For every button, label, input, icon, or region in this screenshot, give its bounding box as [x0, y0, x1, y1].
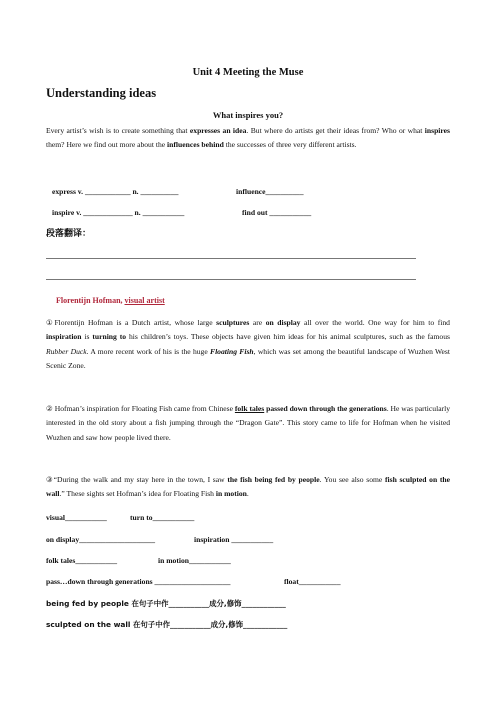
p1-keyword: on display — [265, 318, 301, 327]
vocab-pass-down: pass…down through generations ____________________ — [46, 577, 231, 586]
p1-keyword: sculptures — [216, 318, 250, 327]
p1-text: , which was set among the beautiful landscape of Wuzhen West Scenic Zone. — [46, 346, 450, 371]
p2-keyword: passed down through the generations — [264, 404, 387, 413]
intro-text: them? Here we find out more about the — [46, 140, 168, 150]
paragraph-3 — [46, 473, 450, 502]
vocab-in-motion: in motion___________ — [158, 556, 231, 565]
grammar-question-2: sculpted on the wall 在句子中作___________成分,修饰____________ — [46, 620, 288, 629]
p3-keyword: fish sculpted on the wall — [46, 475, 450, 499]
vocab-influence: influence__________ — [236, 187, 304, 196]
artist-role: visual artist — [124, 296, 165, 305]
p3-text: ③“During the walk and my stay here in the town, I saw — [46, 475, 228, 484]
page-title: Unit 4 Meeting the Muse — [192, 67, 304, 78]
paragraph-1 — [46, 316, 450, 374]
p3-text: . You see also some — [319, 475, 385, 484]
vocab-find-out: find out ___________ — [242, 208, 312, 217]
p3-keyword: the fish being fed by people — [227, 475, 320, 484]
artist-name: Florentijn Hofman, — [56, 296, 125, 305]
translation-label: 段落翻译： — [46, 229, 92, 239]
p3-text: .” These sights set Hofman’s idea for Floating Fish — [59, 489, 216, 499]
vocab-float: float___________ — [284, 577, 341, 586]
intro-text: the successes of three very different artists. — [223, 140, 357, 150]
passage-subtitle: What inspires you? — [212, 110, 284, 120]
p2-keyword: folk tales — [234, 404, 265, 413]
p1-text: ①Florentijn Hofman is a Dutch artist, whose large — [46, 318, 217, 327]
intro-keyword: inspires — [424, 126, 450, 135]
intro-paragraph — [46, 124, 450, 153]
intro-keyword: influences behind — [167, 140, 224, 150]
p1-keyword: inspiration — [46, 332, 82, 342]
p3-text: . — [246, 489, 249, 499]
p1-title: Rubber Duck — [46, 346, 87, 356]
paragraph-2 — [46, 402, 450, 445]
p2-text: ② Hofman’s inspiration for Floating Fish came from Chinese — [46, 404, 235, 413]
artist-heading — [56, 296, 165, 305]
p1-title: Floating Fish — [210, 346, 254, 356]
vocab-visual: visual___________ — [46, 513, 107, 522]
grammar-question-1: being fed by people 在句子中作___________成分,修饰____________ — [46, 599, 286, 608]
p1-text: are — [249, 318, 266, 327]
p3-keyword: in motion — [215, 489, 247, 499]
intro-keyword: expresses an idea — [189, 126, 247, 135]
p1-text: all over the world. One way for him to find — [300, 318, 450, 327]
p1-text: is — [81, 332, 93, 342]
p2-text: . He was particularly interested in the old story about a fish jumping through the “Dragon Gate”. This story came to life for Hofman when he visited Wuzhen and saw how people lived there. — [46, 404, 450, 442]
p1-text: . A more recent work of his is the huge — [86, 346, 210, 356]
intro-text: Every artist’s wish is to create something that — [46, 126, 190, 135]
vocab-inspire: inspire v. _____________ n. ___________ — [52, 208, 185, 217]
answer-line — [46, 279, 416, 280]
section-heading: Understanding ideas — [46, 86, 157, 100]
vocab-inspiration: inspiration ___________ — [194, 535, 274, 544]
vocab-on-display: on display____________________ — [46, 535, 156, 544]
answer-line — [46, 258, 416, 259]
vocab-express: express v. ____________ n. __________ — [52, 187, 179, 196]
vocab-folk-tales: folk tales___________ — [46, 556, 118, 565]
intro-text: . But where do artists get their ideas from? Who or what — [246, 126, 425, 135]
vocab-turn-to: turn to___________ — [130, 513, 195, 522]
p1-text: his children’s toys. These objects have given him ideas for his animal sculptures, such as the famous — [126, 332, 450, 342]
p1-keyword: turning to — [92, 332, 127, 342]
